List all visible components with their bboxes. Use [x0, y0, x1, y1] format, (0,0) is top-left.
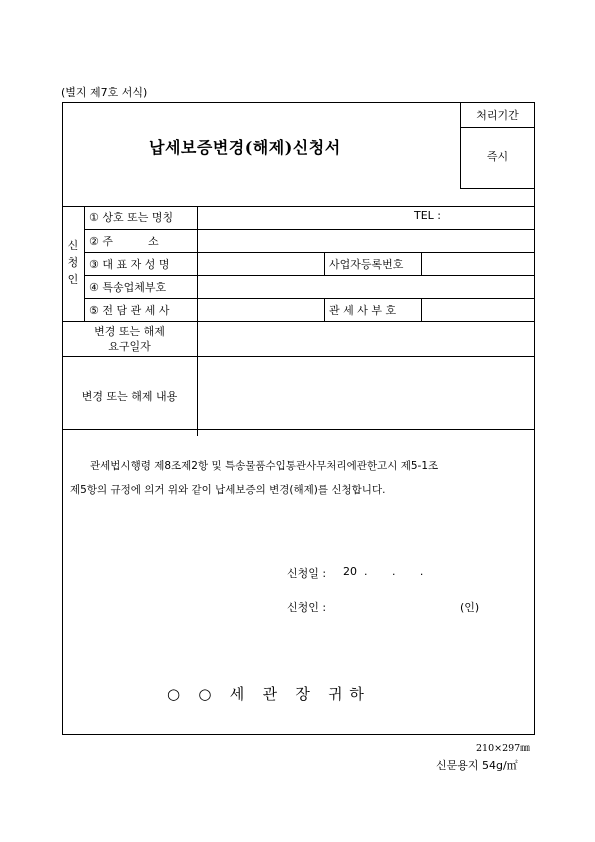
row-line-5	[62, 321, 535, 322]
courier-code-label: ④ 특송업체부호	[89, 281, 167, 294]
applicant-char-1: 신	[67, 239, 79, 252]
applicant-sign-label: 신청인 :	[287, 601, 327, 614]
processing-divider	[460, 127, 535, 128]
header-divider	[62, 206, 535, 207]
change-date-label-line2: 요구일자	[108, 340, 151, 353]
body-text-line1: 관세법시행령 제8조제2항 및 특송물품수입통관사무처리에관한고시 제5-1조	[90, 460, 439, 472]
application-date-value: 20 . . .	[343, 565, 424, 578]
row-line-2	[84, 252, 535, 253]
biz-no-right-line	[421, 252, 422, 275]
application-date-label: 신청일 :	[287, 567, 327, 580]
processing-period-value: 즉시	[486, 150, 509, 163]
applicant-col-divider	[84, 206, 85, 321]
recipient-line: ○ ○ 세 관 장 귀 하	[167, 685, 365, 703]
trade-name-label: ① 상호 또는 명칭	[89, 211, 174, 224]
address-label: ② 주 소	[89, 235, 159, 248]
change-date-label-line1: 변경 또는 해제	[94, 325, 165, 338]
agent-no-right-line	[421, 298, 422, 321]
tel-label: TEL :	[414, 209, 442, 222]
change-date-label	[62, 323, 197, 355]
representative-name-label: ③ 대 표 자 성 명	[89, 258, 170, 271]
applicant-char-2: 청	[67, 256, 79, 269]
agent-no-left-line	[324, 298, 325, 321]
seal-mark: (인)	[460, 601, 480, 614]
biz-no-left-line	[324, 252, 325, 275]
customs-broker-label: ⑤ 전 담 관 세 사	[89, 304, 170, 317]
paper-size: 210×297㎜	[476, 743, 530, 754]
body-text-line2: 제5항의 규정에 의거 위와 같이 납세보증의 변경(해제)를 신청합니다.	[70, 484, 386, 496]
row-line-7	[62, 429, 535, 430]
paper-type: 신문용지 54g/㎡	[436, 759, 518, 772]
change-content-label: 변경 또는 해제 내용	[81, 390, 178, 403]
applicant-char-3: 인	[67, 273, 79, 286]
row-line-1	[84, 229, 535, 230]
row-line-3	[84, 275, 535, 276]
customs-broker-code-label: 관 세 사 부 호	[329, 304, 397, 317]
form-title: 납세보증변경(해제)신청서	[149, 138, 341, 157]
form-label: (별지 제7호 서식)	[61, 86, 148, 99]
row-line-4	[84, 298, 535, 299]
applicant-group-label	[67, 237, 79, 288]
business-reg-no-label: 사업자등록번호	[329, 258, 404, 271]
processing-period-header: 처리기간	[476, 109, 519, 122]
